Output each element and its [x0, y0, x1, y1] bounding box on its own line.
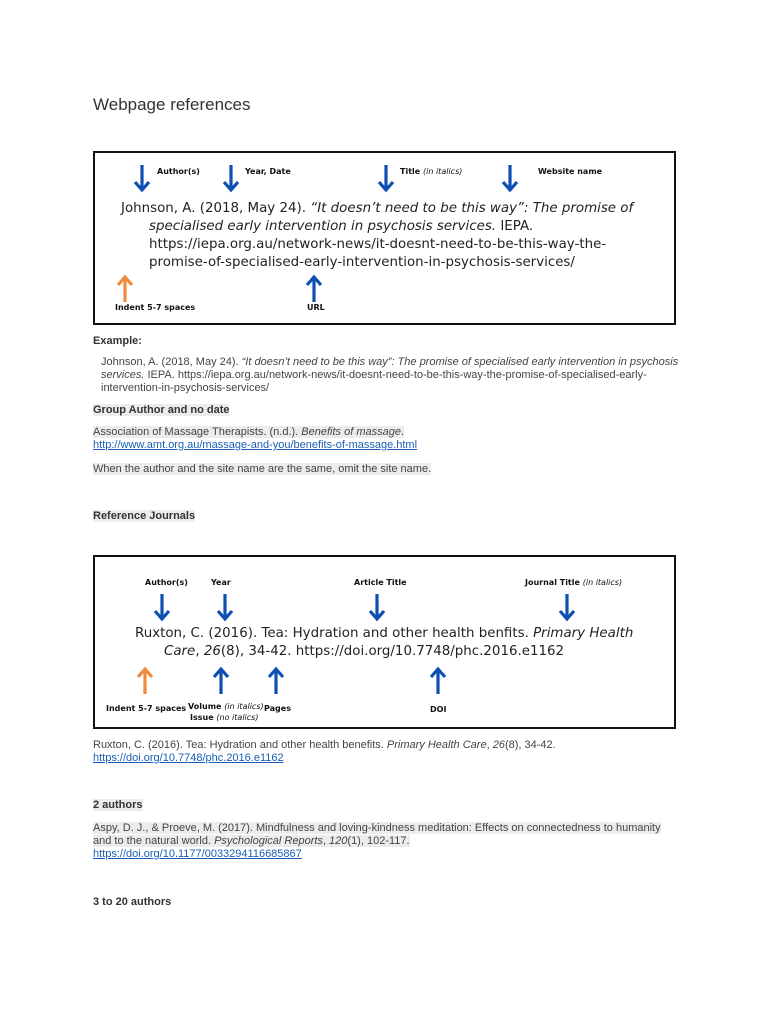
diagram-line-1: Ruxton, C. (2016). Tea: Hydration and other health benfits. Primary Health	[135, 626, 634, 641]
arrow-up-icon	[136, 666, 154, 694]
diagram-line-4: promise-of-specialised-early-intervention-in-psychosis-services/	[149, 255, 575, 270]
label-doi: DOI	[430, 705, 447, 714]
group-author-note: When the author and the site name are the same, omit the site name.	[93, 463, 432, 475]
arrow-down-icon	[558, 594, 576, 622]
label-year: Year	[211, 578, 231, 587]
arrow-down-icon	[501, 165, 519, 193]
aspy-reference: Aspy, D. J., & Proeve, M. (2017). Mindfulness and loving-kindness meditation: Effects on connectedness to humanity and to the natural world. Psychological Reports, 120(1), 102-117. https://doi.org/10.1177/0033294116685867	[93, 822, 661, 860]
arrow-down-icon	[216, 594, 234, 622]
label-website-name: Website name	[538, 167, 603, 176]
label-issue: Issue (no italics)	[190, 713, 259, 722]
diagram-line-2: Care, 26(8), 34-42. https://doi.org/10.7748/phc.2016.e1162	[164, 644, 565, 659]
journal-reference-diagram	[93, 555, 676, 729]
label-article-title: Article Title	[354, 578, 407, 587]
three-authors-heading: 3 to 20 authors	[93, 896, 172, 908]
arrow-up-icon	[116, 274, 134, 302]
arrow-up-icon	[305, 274, 323, 302]
massage-link[interactable]: http://www.amt.org.au/massage-and-you/benefits-of-massage.html	[93, 439, 418, 451]
diagram-line-3: https://iepa.org.au/network-news/it-doesnt-need-to-be-this-way-the-	[149, 237, 607, 252]
arrow-down-icon	[133, 165, 151, 193]
label-volume: Volume (in italics)	[188, 702, 264, 711]
arrow-down-icon	[153, 594, 171, 622]
label-indent: Indent 5-7 spaces	[106, 704, 187, 713]
arrow-down-icon	[377, 165, 395, 193]
diagram-line-1: Johnson, A. (2018, May 24). “It doesn’t need to be this way”: The promise of	[121, 201, 634, 216]
ruxton-reference: Ruxton, C. (2016). Tea: Hydration and other health benefits. Primary Health Care, 26(8), 34-42. https://doi.org/10.7748/phc.2016.e1162	[93, 739, 556, 764]
reference-journals-heading: Reference Journals	[93, 510, 196, 522]
webpage-reference-diagram	[93, 151, 676, 325]
example-heading: Example:	[93, 335, 142, 347]
label-title: Title (in italics)	[400, 167, 463, 176]
label-authors: Author(s)	[157, 167, 200, 176]
label-authors: Author(s)	[145, 578, 188, 587]
group-author-reference: Association of Massage Therapists. (n.d.). Benefits of massage. http://www.amt.org.au/massage-and-you/benefits-of-massage.html	[93, 426, 418, 451]
label-pages: Pages	[264, 704, 291, 713]
label-journal-title: Journal Title (in italics)	[525, 578, 623, 587]
example-reference: Johnson, A. (2018, May 24). “It doesn’t need to be this way”: The promise of specialised early intervention in psychosis services. IEPA. https://iepa.org.au/network-news/it-doesnt-need-to-be-this-way-the-promise-of-specialised-early-intervention-in-psychosis-services/	[101, 356, 679, 394]
label-year-date: Year, Date	[245, 167, 291, 176]
arrow-up-icon	[267, 666, 285, 694]
arrow-down-icon	[368, 594, 386, 622]
arrow-up-icon	[212, 666, 230, 694]
arrow-up-icon	[429, 666, 447, 694]
ruxton-doi-link[interactable]: https://doi.org/10.7748/phc.2016.e1162	[93, 752, 284, 764]
aspy-doi-link[interactable]: https://doi.org/10.1177/0033294116685867	[93, 848, 302, 860]
arrow-down-icon	[222, 165, 240, 193]
label-url: URL	[307, 303, 325, 312]
group-author-heading: Group Author and no date	[93, 404, 230, 416]
two-authors-heading: 2 authors	[93, 799, 143, 811]
label-indent: Indent 5-7 spaces	[115, 303, 196, 312]
page-title: Webpage references	[93, 95, 251, 114]
diagram-line-2: specialised early intervention in psychosis services. IEPA.	[149, 219, 534, 234]
